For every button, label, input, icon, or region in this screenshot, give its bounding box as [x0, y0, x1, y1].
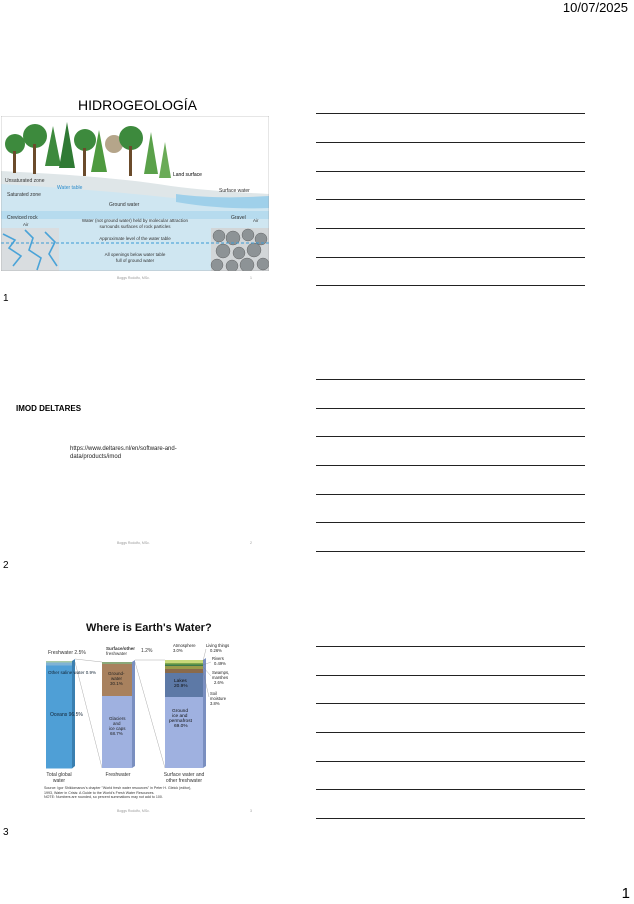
label-surface-water: Surface water	[219, 188, 250, 194]
label-oceans: Oceans 96.5%	[50, 712, 83, 718]
note-line	[316, 494, 585, 495]
label-groundwater-1: Ground-	[108, 671, 125, 676]
bar-soil-moisture	[165, 669, 203, 673]
label-air-left: Air	[23, 222, 29, 227]
imod-link-line-2: data/products/imod	[70, 454, 122, 460]
label-swamps-3: 2.6%	[214, 680, 224, 685]
label-soil-2: moisture	[210, 696, 227, 701]
label-creviced-rock: Creviced rock	[7, 215, 38, 221]
bar-other-saline	[46, 663, 72, 666]
label-soil-1: Soil	[210, 691, 217, 696]
label-approx-level: Approximate level of the water table	[99, 236, 171, 241]
caption-total-1: Total global	[46, 772, 72, 778]
label-glaciers-1: Glaciers	[109, 716, 126, 721]
note-line	[316, 522, 585, 523]
label-ground-water: Ground water	[109, 202, 140, 208]
note-line	[316, 436, 585, 437]
label-ice-4: 69.0%	[174, 724, 188, 729]
note-line	[316, 732, 585, 733]
caption-surface-2: other freshwater	[165, 778, 203, 784]
label-unsaturated-zone: Unsaturated zone	[5, 178, 45, 184]
slide-2-number: 2	[3, 560, 9, 571]
label-glaciers-3: ice caps	[109, 726, 126, 731]
label-glaciers-2: and	[113, 721, 121, 726]
label-air-right: Air	[253, 218, 259, 223]
note-line	[316, 646, 585, 647]
bar-ground-ice	[165, 697, 203, 768]
label-ice-2: ice and	[172, 714, 188, 719]
label-land-surface: Land surface	[173, 172, 202, 178]
label-surface-other-2: freshwater	[106, 651, 128, 656]
note-line	[316, 551, 585, 552]
label-surface-other-value: 1.2%	[141, 648, 153, 654]
slide-1-footer: Boggs Rodolfo, MSc.	[117, 276, 150, 280]
note-line	[316, 142, 585, 143]
slide-3-title: Where is Earth's Water?	[86, 622, 212, 634]
label-groundwater-3: 30.1%	[110, 681, 123, 686]
source-line-2: 1993, Water in Crisis: A Guide to the World's Fresh Water Resources.	[44, 790, 155, 795]
imod-link-line-1: https://www.deltares.nl/en/software-and-	[70, 446, 177, 452]
source-line-1: Source: Igor Shiklomanov's chapter "World fresh water resources" in Peter H. Gleick (editor),	[44, 786, 192, 790]
slide-2-footer-number: 2	[250, 541, 252, 545]
slide-3-footer: Boggs Rodolfo, MSc.	[117, 809, 150, 813]
label-groundwater-2: water	[111, 676, 123, 681]
caption-freshwater: Freshwater	[105, 772, 131, 778]
note-line	[316, 113, 585, 114]
slide-3-number: 3	[3, 827, 9, 838]
label-held-water-1: Water (not ground water) held by molecular attraction	[81, 218, 189, 223]
slide-2-footer: Boggs Rodolfo, MSc.	[117, 541, 150, 545]
note-line	[316, 199, 585, 200]
note-line	[316, 228, 585, 229]
label-openings-1: All openings below water table	[104, 252, 166, 257]
bar-living-things	[165, 663, 203, 665]
bar-freshwater	[46, 661, 72, 663]
slide-1-hydrogeology-diagram	[1, 116, 269, 271]
slide-1-number: 1	[3, 293, 9, 304]
note-line	[316, 675, 585, 676]
slide-1-footer-number: 1	[250, 276, 252, 280]
label-glaciers-4: 68.7%	[110, 731, 123, 736]
label-surface-other-1: Surface/other	[106, 646, 136, 651]
note-line	[316, 257, 585, 258]
caption-total-2: water	[52, 778, 66, 784]
label-ice-3: permafrost	[169, 719, 192, 724]
note-line	[316, 285, 585, 286]
note-line	[316, 465, 585, 466]
slide-3-footer-number: 3	[250, 809, 252, 813]
note-line	[316, 789, 585, 790]
label-rivers-1: Rivers	[212, 656, 224, 661]
label-freshwater-total: Freshwater 2.5%	[48, 650, 86, 656]
earth-water-distribution-chart	[40, 640, 272, 786]
label-living-1: Living things	[206, 643, 230, 648]
print-date: 10/07/2025	[562, 0, 628, 15]
label-rivers-2: 0.49%	[214, 661, 226, 666]
bar-rivers	[165, 665, 203, 667]
slide-1-title: HIDROGEOLOGÍA	[78, 97, 198, 113]
bar-atmosphere	[165, 660, 203, 663]
label-gravel: Gravel	[231, 215, 246, 221]
label-water-table: Water table	[57, 185, 83, 191]
page-number: 1	[621, 885, 630, 902]
note-line	[316, 408, 585, 409]
source-line-3: NOTE: Numbers are rounded, so percent summations may not add to 100.	[44, 795, 163, 800]
note-line	[316, 171, 585, 172]
note-line	[316, 703, 585, 704]
label-swamps-1: Swamps,	[212, 670, 230, 675]
label-swamps-2: marshes	[212, 675, 229, 680]
imod-link[interactable]	[70, 445, 200, 461]
label-ice-1: Ground	[172, 709, 188, 714]
label-held-water-2: surrounds surfaces of rock particles	[99, 224, 171, 229]
label-openings-2: full of ground water	[115, 258, 155, 263]
label-other-saline: Other saline water 0.9%	[48, 670, 97, 675]
slide-2-title: IMOD DELTARES	[16, 404, 82, 413]
note-line	[316, 761, 585, 762]
caption-surface-1: Surface water and	[163, 772, 205, 778]
bar-swamps	[165, 666, 203, 669]
label-atmosphere-1: Atmosphere	[173, 643, 196, 648]
label-soil-3: 3.8%	[210, 701, 220, 706]
note-line	[316, 379, 585, 380]
label-lakes-1: Lakes	[174, 679, 187, 684]
slide-3-source-note	[44, 786, 264, 800]
label-saturated-zone: Saturated zone	[7, 192, 41, 198]
label-living-2: 0.26%	[210, 648, 222, 653]
label-lakes-2: 20.9%	[174, 684, 188, 689]
note-line	[316, 818, 585, 819]
label-atmosphere-2: 3.0%	[173, 648, 183, 653]
